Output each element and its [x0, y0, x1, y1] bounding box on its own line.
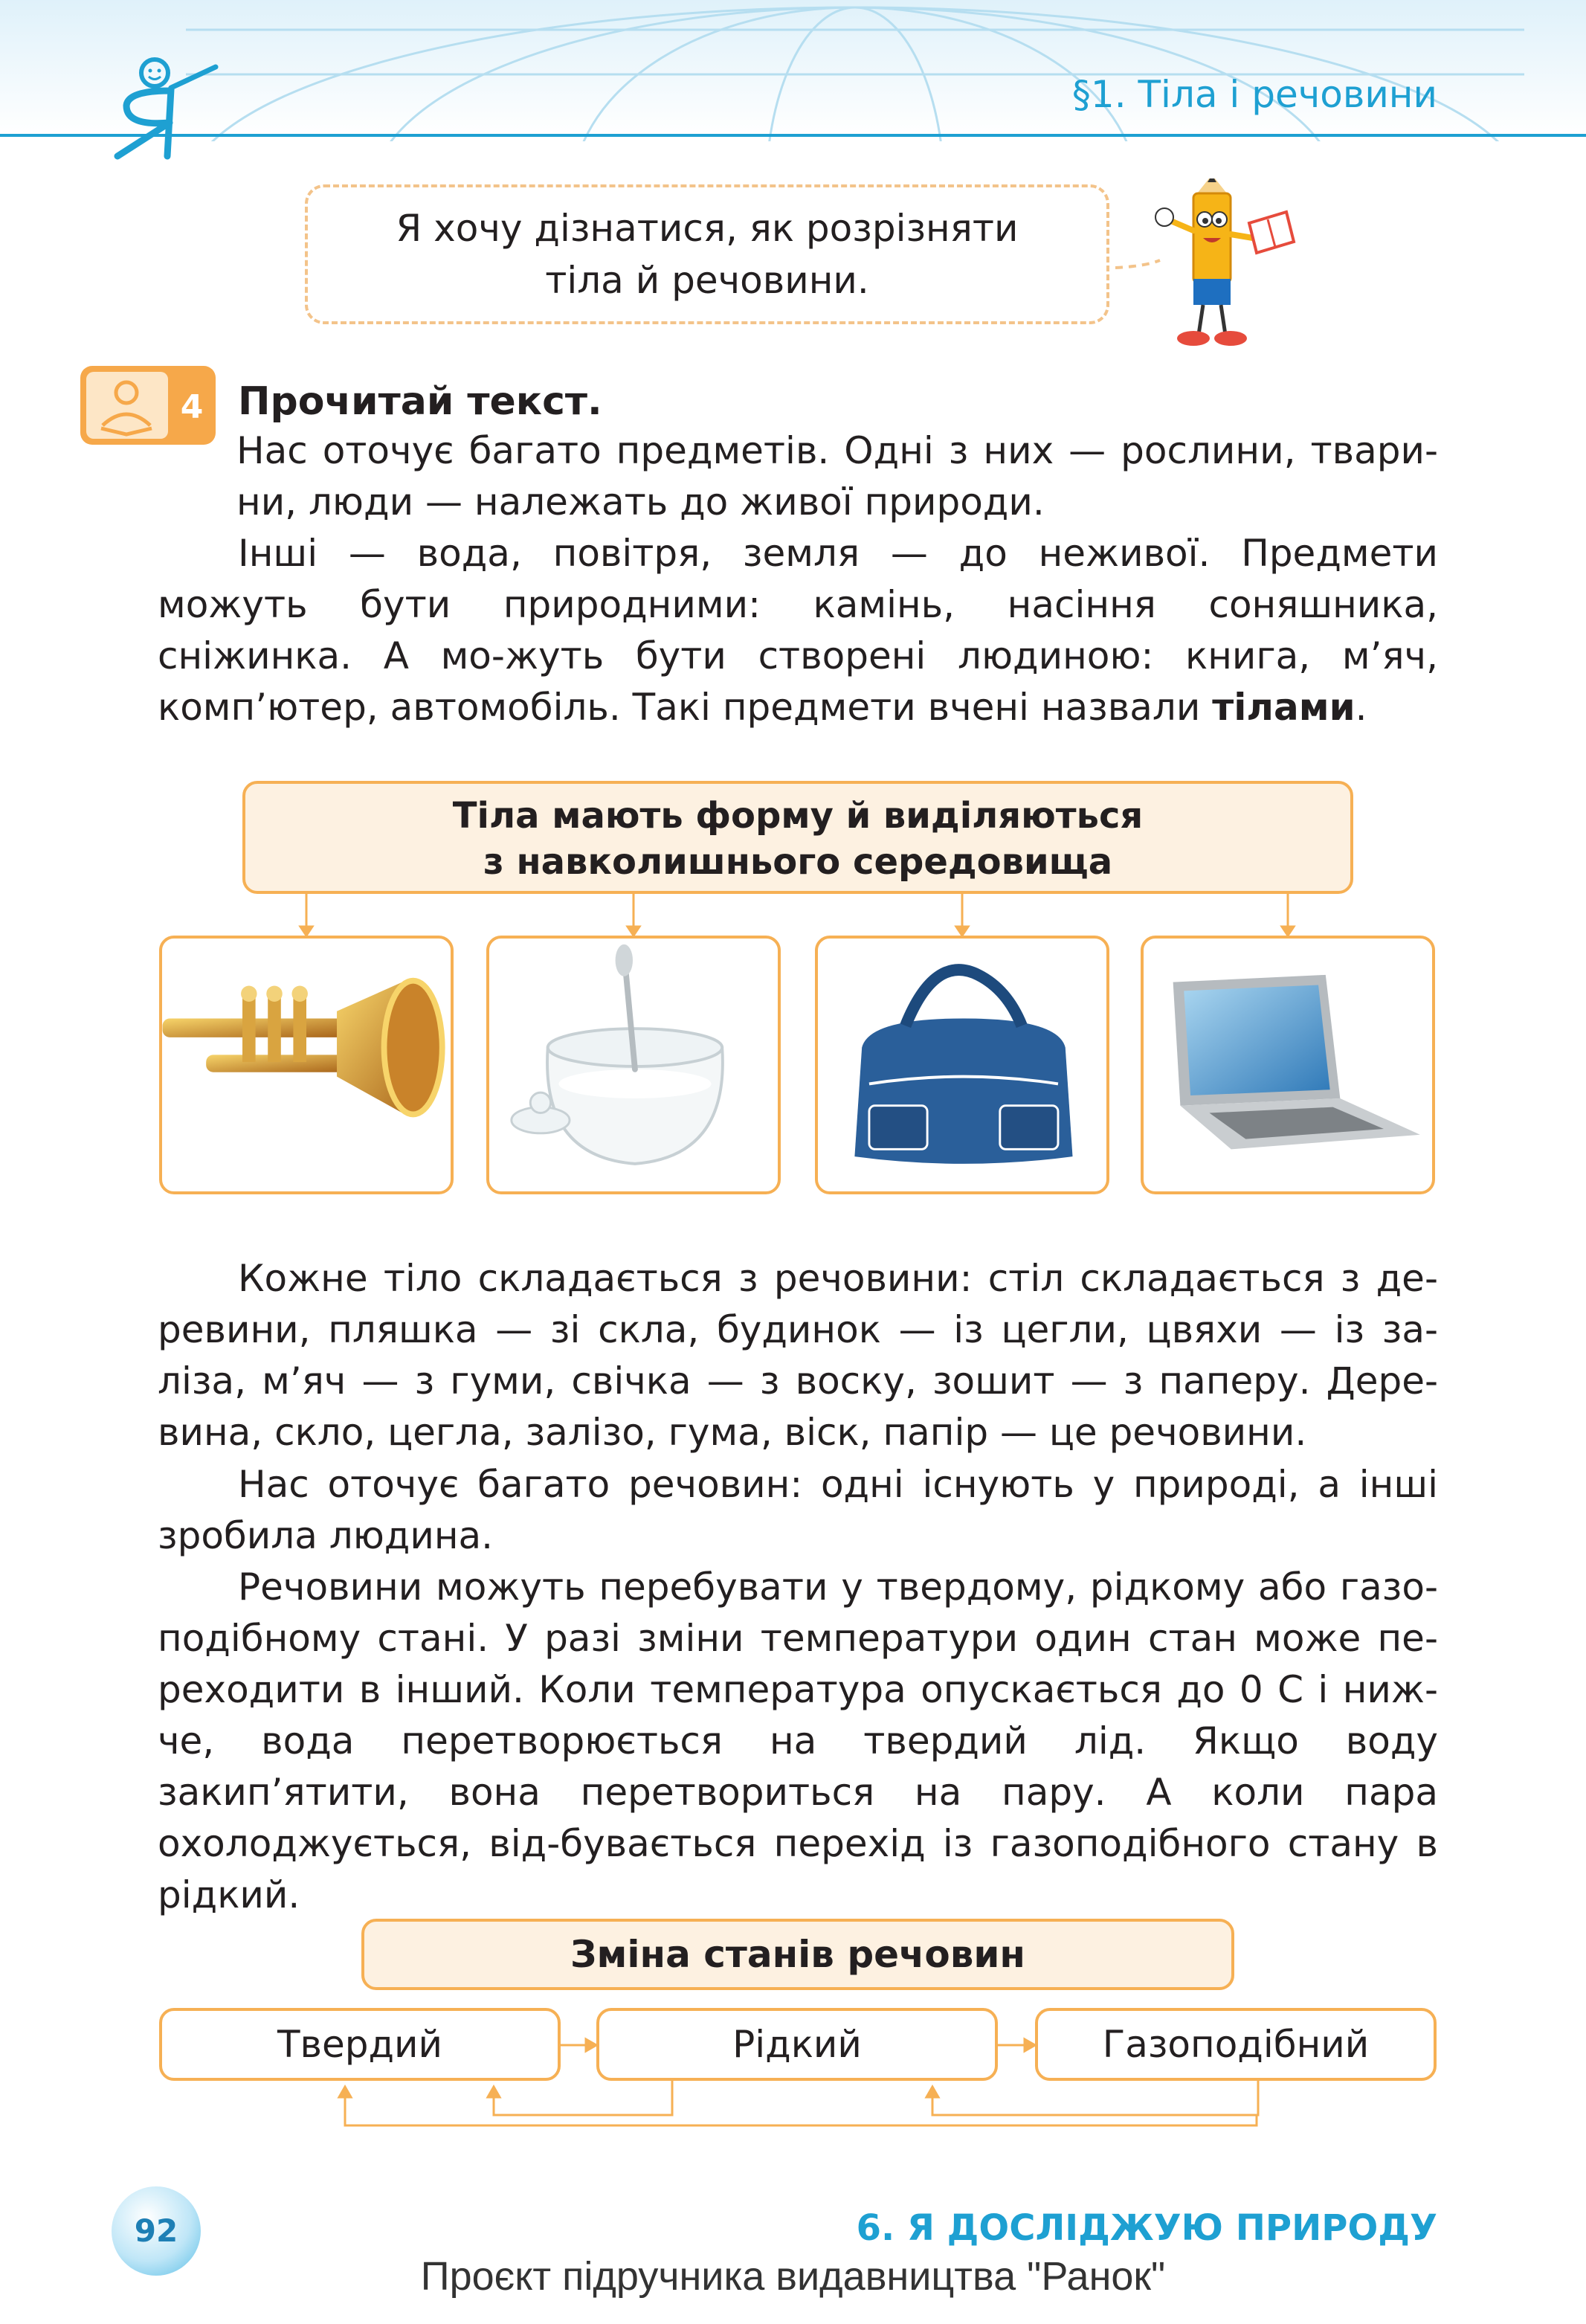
- logo-ya-icon: [97, 52, 223, 164]
- text-paragraph-2-end: .: [1355, 686, 1367, 729]
- state-gas: Газоподібний: [1035, 2008, 1437, 2081]
- chapter-title: 6. Я ДОСЛІДЖУЮ ПРИРОДУ: [856, 2207, 1437, 2249]
- term-bodies: тілами: [1212, 686, 1355, 729]
- goal-line-1: Я хочу дізнатися, як розрізняти: [396, 207, 1019, 250]
- bodies-definition-box: [242, 781, 1353, 894]
- state-liquid: Рідкий: [596, 2008, 998, 2081]
- goal-speech-bubble: [305, 184, 1109, 324]
- task-reading-badge-icon: [80, 366, 216, 445]
- publisher-note: Проєкт підручника видавництва "Ранок": [420, 2254, 1166, 2299]
- pencil-mascot-icon: [1115, 178, 1309, 357]
- trumpet-icon: [162, 939, 451, 1191]
- photo-trumpet: [159, 936, 454, 1194]
- page-number: 92: [112, 2186, 201, 2276]
- text-paragraph-2: [158, 528, 1438, 733]
- photo-laptop: [1141, 936, 1435, 1194]
- task-title: Прочитай текст.: [238, 379, 602, 424]
- text-paragraph-3: Кожне тіло складається з речовини: стіл складається з де-ревини, пляшка — зі скла, будинок — із цегли, цвяхи — із за-ліза, м’яч — з гуми, свічка — з воску, зошит — з паперу. Дере-вина, скло, цегла, залізо, гума, віск, папір — це речовини.: [158, 1257, 1438, 1454]
- text-paragraph-4: Нас оточує багато речовин: одні існують у природі, а інші зробила людина.: [158, 1463, 1438, 1557]
- bodies-connector-arrows: [0, 892, 1586, 939]
- bodies-definition-line-2: з навколишнього середовища: [483, 841, 1113, 883]
- goal-line-2: тіла й речовини.: [545, 259, 869, 302]
- laptop-icon: [1144, 939, 1432, 1191]
- sugar-jar-icon: [489, 939, 778, 1191]
- state-solid: Твердий: [159, 2008, 561, 2081]
- photo-sports-bag: [815, 936, 1109, 1194]
- section-title: §1. Тіла і речовини: [1071, 73, 1437, 116]
- header-divider: [0, 134, 1586, 137]
- states-transition-arrows: [0, 2008, 1586, 2134]
- task-number: 4: [180, 388, 204, 426]
- bodies-definition-line-1: Тіла мають форму й виділяються: [452, 795, 1144, 837]
- text-paragraph-1: [236, 425, 1438, 528]
- text-paragraph-2-body: Інші — вода, повітря, земля — до неживої. Предмети можуть бути природними: камінь, насіння соняшника, сніжинка. А мо-жуть бути створені людиною: книга, м’яч, комп’ютер, автомобіль. Такі предмети вчені назвали: [158, 532, 1438, 729]
- header-globe-background: [0, 0, 1586, 141]
- states-change-title: Зміна станів речовин: [361, 1919, 1234, 1990]
- sports-bag-icon: [818, 939, 1106, 1191]
- text-paragraph-5: Речовини можуть перебувати у твердому, рідкому або газо-подібному стані. У разі зміни температури один стан може пе-реходити в інший. Коли температура опускається до 0 С і ниж-че, вода перетворюється на твердий лід. Якщо воду закип’ятити, вона перетвориться на пару. А коли пара охолоджується, від-бувається перехід із газоподібного стану в рідкий.: [158, 1565, 1438, 1916]
- text-paragraph-1-body: Нас оточує багато предметів. Одні з них — рослини, твари-ни, люди — належать до живої природи.: [236, 429, 1438, 524]
- photo-sugar-jar: [486, 936, 781, 1194]
